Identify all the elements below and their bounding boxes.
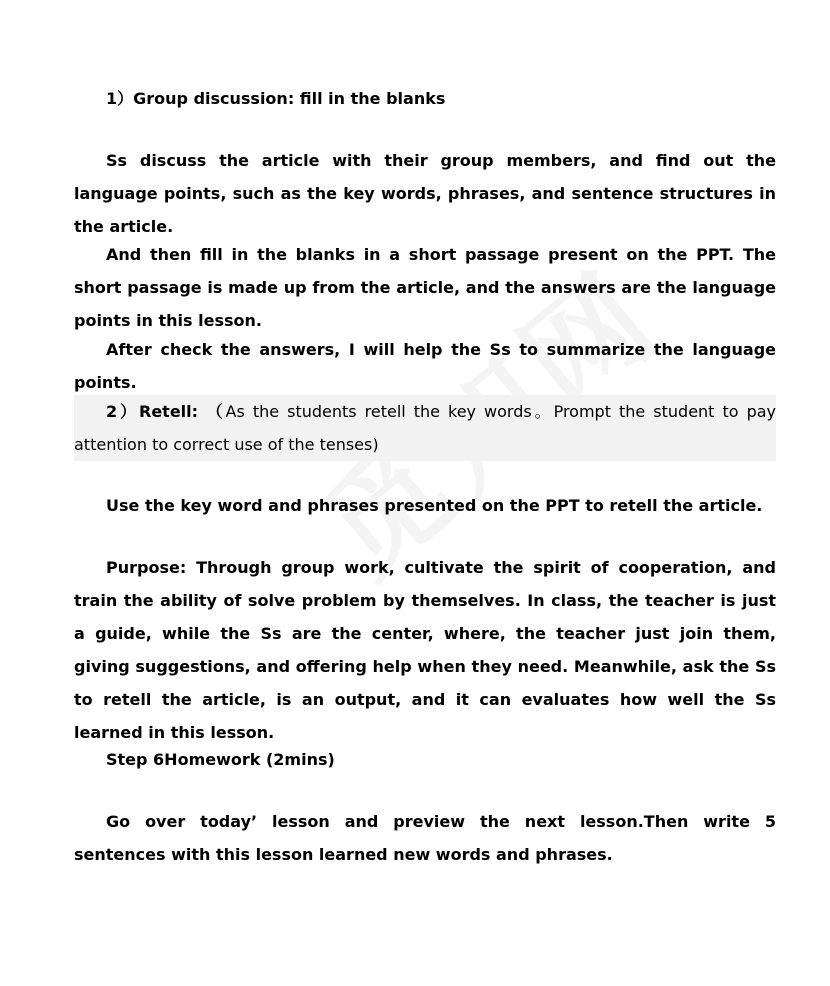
- paragraph-discussion: Ss discuss the article with their group members, and find out the language points, such as the key words, phrases, and sentence structures in the article.: [74, 151, 776, 236]
- paragraph-use-key-words: Use the key word and phrases presented on the PPT to retell the article.: [106, 496, 763, 515]
- retell-note: As the students retell the key words。Prompt the student to pay attention to correct use of the tenses): [74, 402, 776, 454]
- paragraph-homework: Go over today’ lesson and preview the next lesson.Then write 5 sentences with this lesson learned new words and phrases.: [74, 812, 776, 864]
- retell-heading: 2）Retell:: [106, 402, 207, 421]
- section-retell: [74, 395, 776, 461]
- paragraph-purpose: Purpose: Through group work, cultivate the spirit of cooperation, and train the ability of solve problem by themselves. In class, the teacher is just a guide, while the Ss are the center, where, the teacher just join them, giving suggestions, and offering help when they need. Meanwhile, ask the Ss to retell the article, is an output, and it can evaluates how well the Ss learned in this lesson.: [74, 558, 776, 742]
- retell-open-paren: （: [206, 402, 226, 421]
- paragraph-fill-blanks: And then fill in the blanks in a short passage present on the PPT. The short passage is made up from the article, and the answers are the language points in this lesson.: [74, 245, 776, 330]
- section-heading-homework: Step 6Homework (2mins): [106, 750, 335, 769]
- paragraph-check-answers: After check the answers, I will help the Ss to summarize the language points.: [74, 340, 776, 392]
- section-heading-group-discussion: 1）Group discussion: fill in the blanks: [106, 89, 446, 108]
